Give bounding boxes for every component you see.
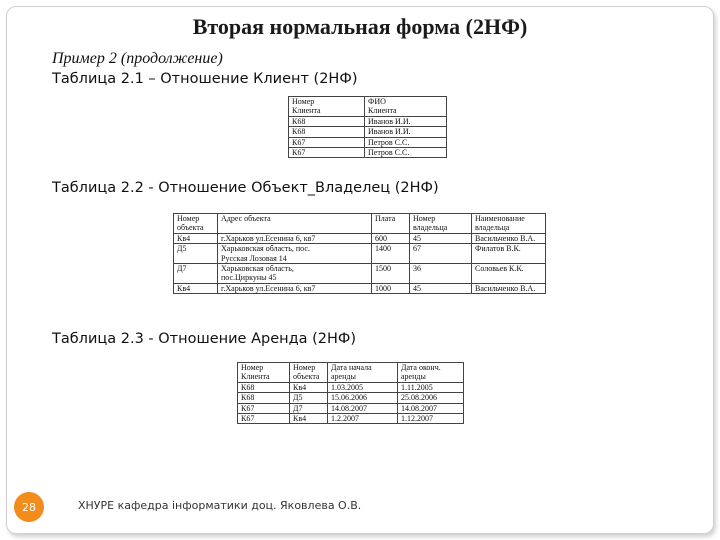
table-cell: 36 <box>410 264 472 284</box>
table-cell: Д5 <box>174 244 218 264</box>
table-cell: г.Харьков ул.Есенина 6, кв7 <box>218 233 372 243</box>
table-cell: К67 <box>238 403 290 413</box>
table-row <box>289 127 447 137</box>
table-cell: 1500 <box>372 264 410 284</box>
table-cell: Иванов И.И. <box>365 116 447 126</box>
table1-caption: Таблица 2.1 – Отношение Клиент (2НФ) <box>52 71 358 87</box>
header-cell: Номер Клиента <box>238 363 290 383</box>
table-cell: 1.2.2007 <box>328 414 398 424</box>
table-row <box>174 244 546 264</box>
table-cell: К68 <box>289 127 365 137</box>
table-cell: Кв4 <box>290 382 328 392</box>
table-row <box>174 283 546 293</box>
table-cell: К67 <box>289 148 365 158</box>
table-cell: Васильченко В.А. <box>472 233 546 243</box>
header-cell: Плата <box>372 214 410 234</box>
table-cell: Соловьев К.К. <box>472 264 546 284</box>
table-row <box>289 116 447 126</box>
table-cell: 15.06.2006 <box>328 393 398 403</box>
table-cell: г.Харьков ул.Есенина 6, кв7 <box>218 283 372 293</box>
table-cell: К67 <box>289 137 365 147</box>
table-cell: 1000 <box>372 283 410 293</box>
table-cell: 67 <box>410 244 472 264</box>
table-row <box>174 264 546 284</box>
table-cell: 1.03.2005 <box>328 382 398 392</box>
table-cell: Харьковская область, пос. Русская Лозовая 14 <box>218 244 372 264</box>
table-cell: 1.11.2005 <box>398 382 464 392</box>
header-cell: Номер объекта <box>290 363 328 383</box>
table-cell: Кв4 <box>174 283 218 293</box>
table-row <box>289 148 447 158</box>
header-cell: Дата оконч. аренды <box>398 363 464 383</box>
header-row <box>238 363 464 383</box>
table2-caption: Таблица 2.2 - Отношение Объект_Владелец (2НФ) <box>52 180 439 196</box>
table3-caption: Таблица 2.3 - Отношение Аренда (2НФ) <box>52 331 357 347</box>
page-number-badge: 28 <box>14 492 44 522</box>
table-row <box>238 403 464 413</box>
table-cell: К68 <box>238 393 290 403</box>
table-cell: 14.08.2007 <box>328 403 398 413</box>
table-row <box>238 414 464 424</box>
slide-title: Вторая нормальная форма (2НФ) <box>192 14 528 39</box>
table-cell: Харьковская область, пос.Циркуны 45 <box>218 264 372 284</box>
table-cell: К68 <box>289 116 365 126</box>
table-cell: 14.08.2007 <box>398 403 464 413</box>
header-row <box>174 214 546 234</box>
table-cell: Д7 <box>174 264 218 284</box>
table-cell: Петров С.С. <box>365 148 447 158</box>
table-cell: Кв4 <box>290 414 328 424</box>
table-cell: Филатов В.К. <box>472 244 546 264</box>
footer-text: ХНУРЕ кафедра інформатики доц. Яковлева О.В. <box>78 499 362 512</box>
rent-table <box>237 362 464 424</box>
table-row <box>238 382 464 392</box>
client-table <box>288 96 447 158</box>
table-cell: К68 <box>238 382 290 392</box>
table-cell: 1400 <box>372 244 410 264</box>
header-cell: Наименование владельца <box>472 214 546 234</box>
table-cell: 1.12.2007 <box>398 414 464 424</box>
table-cell: 45 <box>410 283 472 293</box>
header-cell: Номер владельца <box>410 214 472 234</box>
table-row <box>174 233 546 243</box>
table-cell: Иванов И.И. <box>365 127 447 137</box>
table-cell: 600 <box>372 233 410 243</box>
table-row <box>289 137 447 147</box>
header-cell: ФИО Клиента <box>365 97 447 117</box>
header-row <box>289 97 447 117</box>
header-cell: Номер объекта <box>174 214 218 234</box>
table-cell: Васильченко В.А. <box>472 283 546 293</box>
slide-subtitle: Пример 2 (продолжение) <box>52 50 223 67</box>
table-cell: Кв4 <box>174 233 218 243</box>
table-cell: Петров С.С. <box>365 137 447 147</box>
table-cell: Д7 <box>290 403 328 413</box>
header-cell: Дата начала аренды <box>328 363 398 383</box>
table-cell: 25.08.2006 <box>398 393 464 403</box>
object-owner-table <box>173 213 546 294</box>
table-row <box>238 393 464 403</box>
header-cell: Номер Клиента <box>289 97 365 117</box>
table-cell: К67 <box>238 414 290 424</box>
header-cell: Адрес объекта <box>218 214 372 234</box>
table-cell: Д5 <box>290 393 328 403</box>
table-cell: 45 <box>410 233 472 243</box>
